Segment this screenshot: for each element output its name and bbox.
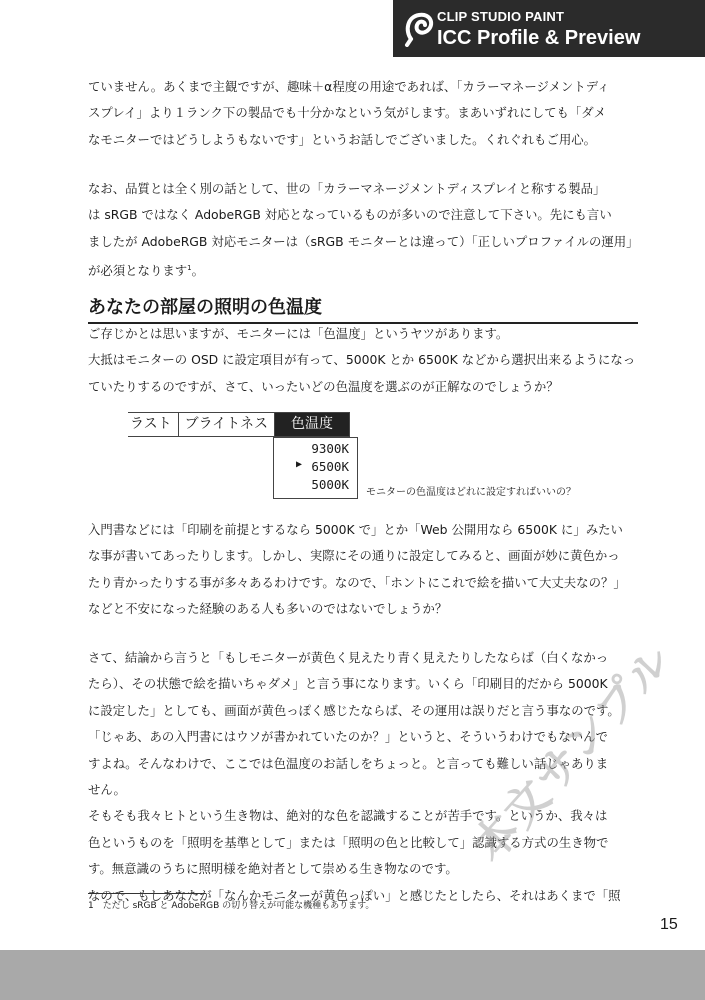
osd-tab-bar: [128, 412, 350, 437]
text-line: せん。: [88, 782, 126, 798]
text-line: ご存じかとは思いますが、モニターには「色温度」というヤツがあります。: [88, 326, 509, 341]
text-line: [88, 255, 648, 285]
footnote-ref[interactable]: 1: [187, 264, 192, 273]
selection-arrow-icon: ▶: [296, 459, 303, 470]
tab-color-temperature: 色温度: [275, 412, 350, 437]
footnote-divider: [88, 893, 206, 894]
text-line: なお、品質とは全く別の話として、世の「カラーマネージメントディスプレイと称する製品」: [88, 181, 606, 196]
footnote: 1 ただし sRGB と AdobeRGB の切り替えが可能な機種もあります。: [88, 901, 375, 911]
text-span: が必須となります: [88, 263, 188, 279]
text-line: な事が書いてあったりします。しかし、実際にその通りに設定してみると、画面が妙に黄色かっ: [88, 548, 620, 564]
paragraph-1: [88, 74, 648, 153]
tab-brightness: ブライトネス: [179, 412, 275, 437]
text-span: 。: [191, 263, 204, 279]
text-line: たり青かったりする事が多々あるわけです。なので、「ホントにこれで絵を描いて大丈夫なの？」: [88, 574, 626, 590]
text-line: 「じゃあ、あの入門書にはウソが書かれていたのか？」というと、そういうわけでもないんで: [88, 729, 608, 745]
text-line: なモニターではどうしようもないです」というお話しでございました。くれぐれもご用心。: [88, 131, 597, 147]
option-9300k: 9300K: [311, 441, 349, 456]
section-heading: あなたの部屋の照明の色温度: [88, 293, 638, 324]
text-line: 色というものを「照明を基準として」または「照明の色と比較して」認識する方式の生き物で: [88, 834, 609, 850]
figure-caption: モニターの色温度はどれに設定すればいいの？: [366, 487, 576, 498]
text-line: に設定した」としても、画面が黄色っぽく感じたならば、その運用は誤りだと言う事なのです。: [88, 702, 620, 718]
sample-watermark: 本文サンプル: [463, 635, 684, 872]
text-line: すよね。そんなわけで、ここでは色温度のお話しをちょっと。と言っても難しい話じゃありま: [88, 755, 609, 771]
header-banner: [393, 0, 705, 57]
text-line: さて、結論から言うと「もしモニターが黄色く見えたり青く見えたりしたならば（白くなかっ: [88, 650, 609, 665]
text-line: ましたが AdobeRGB 対応モニターは（sRGB モニターとは違って）「正しいプロファイルの運用」: [88, 233, 639, 249]
text-line: 入門書などには「印刷を前提とするなら 5000K で」とか「Web 公開用なら 6500K に」みたい: [88, 522, 623, 537]
text-line: ていません。あくまで主観ですが、趣味＋α程度の用途であれば、「カラーマネージメントディ: [88, 79, 610, 94]
text-line: などと不安になった経験のある人も多いのではないでしょうか？: [88, 601, 448, 617]
text-line: す。無意識のうちに照明様を絶対者として崇める生き物なのです。: [88, 861, 458, 877]
page-number: 15: [660, 916, 678, 933]
text-line: なので、もしあなたが「なんかモニターが黄色っぽい」と感じたとしたら、それはあくまで「照: [88, 887, 621, 903]
paragraph-2: [88, 176, 648, 285]
option-5000k: 5000K: [311, 477, 349, 492]
paragraph-3: [88, 321, 648, 400]
paragraph-4: [88, 517, 648, 623]
text-line: スプレイ」より１ランク下の製品でも十分かなという気がします。まあいずれにしても「ダメ: [88, 105, 607, 121]
text-line: たら）、その状態で絵を描いちゃダメ」と言う事になります。いくら「印刷目的だから 5000K: [88, 676, 608, 692]
text-line: ていたりするのですが、さて、いったいどの色温度を選ぶのが正解なのでしょうか？: [88, 378, 559, 394]
footer-band: [0, 950, 705, 1000]
color-temperature-menu: [273, 437, 358, 499]
text-line: そもそも我々ヒトという生き物は、絶対的な色を認識することが苦手です。というか、我々は: [88, 808, 608, 824]
text-line: 大抵はモニターの OSD に設定項目が有って、5000K とか 6500K などから選択出来るようになっ: [88, 352, 636, 368]
clip-studio-logo: [403, 9, 437, 47]
header-title: ICC Profile & Preview: [437, 27, 641, 49]
text-line: は sRGB ではなく AdobeRGB 対応となっているものが多いので注意して下さい。先にも言い: [88, 207, 612, 223]
option-6500k: 6500K: [311, 459, 349, 474]
tab-contrast: ラスト: [128, 412, 179, 437]
header-app-name: CLIP STUDIO PAINT: [437, 9, 565, 24]
